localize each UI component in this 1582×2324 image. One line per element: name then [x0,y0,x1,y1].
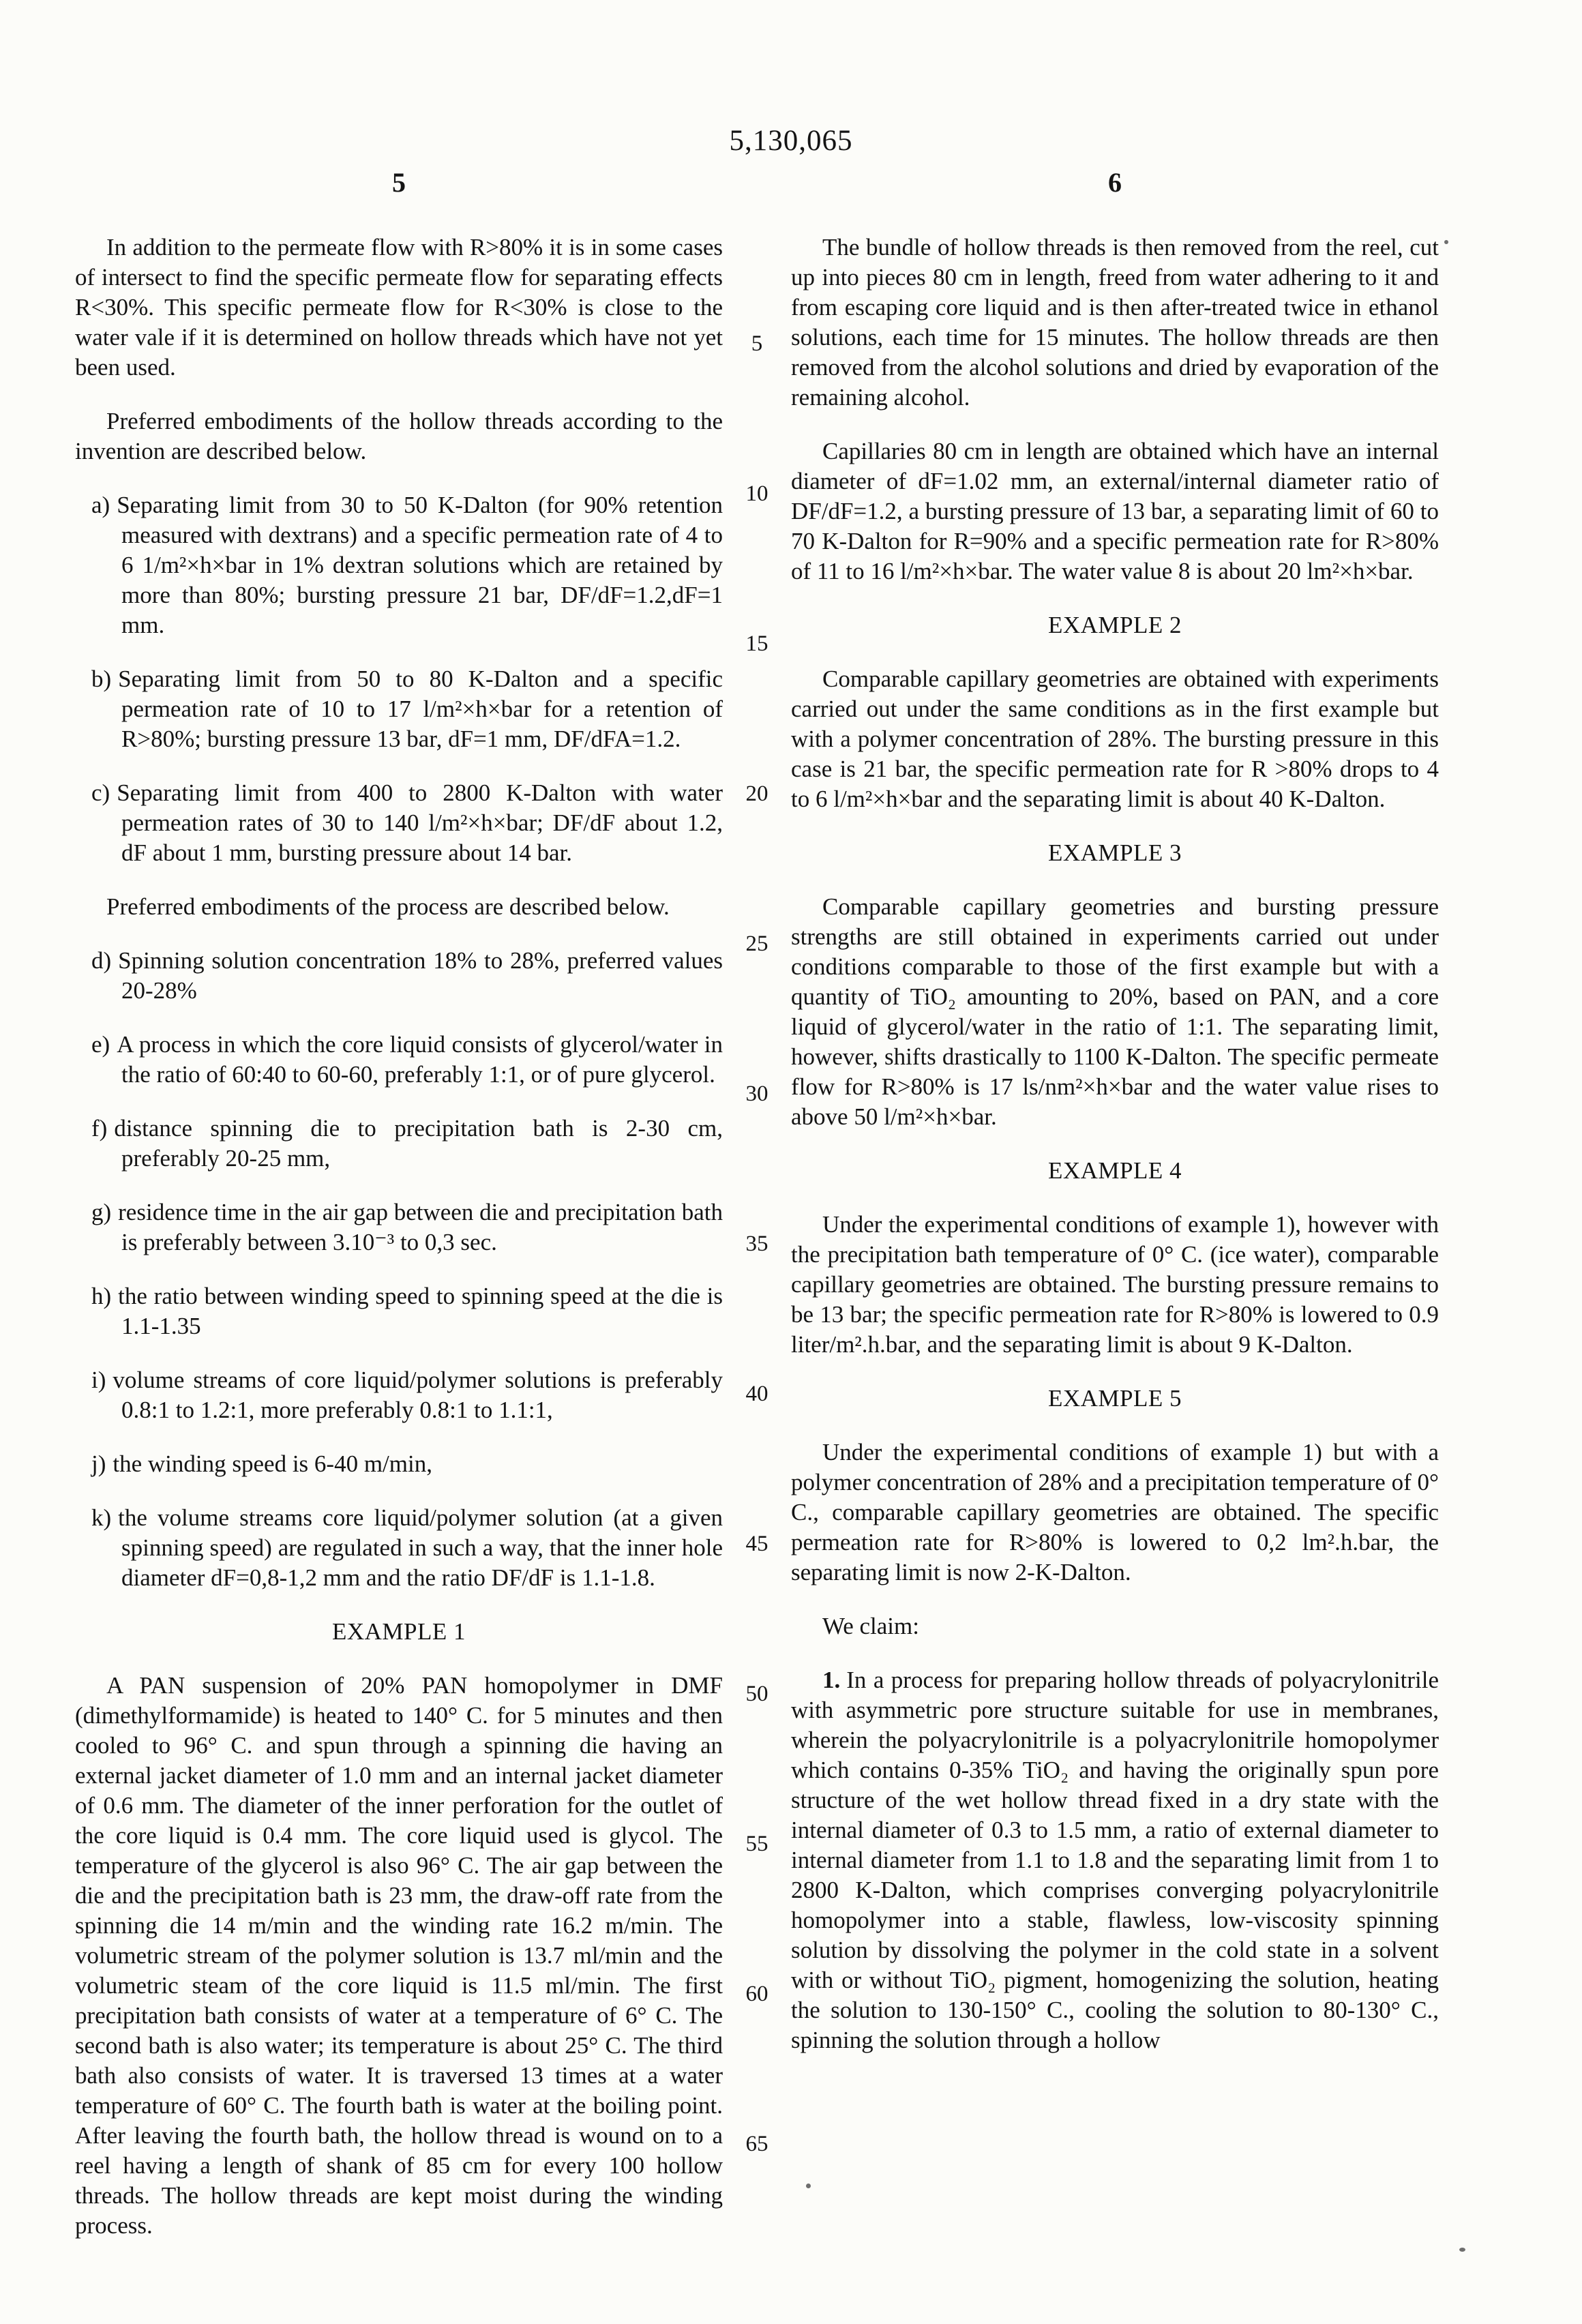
list-item-label: d) [91,947,112,974]
line-number: 45 [745,1532,768,1556]
list-item-label: k) [91,1504,112,1531]
list-item-c [75,778,723,868]
line-number: 50 [745,1682,768,1706]
right-column [791,209,1439,2079]
line-number: 60 [745,1982,768,2006]
left-column-number: 5 [392,167,406,198]
left-column [75,209,723,2265]
example-4-paragraph: Under the experimental conditions of example 1), however with the precipitation bath temperature of 0° C. (ice water), comparable capillary geometries are obtained. The bursting pressure remains to be 13 bar; the specific permeation rate for R>80% is lowered to 0.9 liter/m².h.bar, and the separating limit is about 9 K-Dalton. [791,1211,1439,1358]
line-number: 5 [751,331,763,356]
list-item-text: Spinning solution concentration 18% to 28%, preferred values 20-28% [118,947,723,1004]
scan-speck [1444,240,1448,244]
list-item-text: Separating limit from 50 to 80 K-Dalton and a specific permeation rate of 10 to 17 l/m²×h×bar for a retention of R>80%; bursting pressure 13 bar, dF=1 mm, DF/dFA=1.2. [118,666,723,752]
example-5-heading: EXAMPLE 5 [1047,1385,1182,1412]
line-number: 15 [745,631,768,656]
list-item-a [75,490,723,640]
line-number: 10 [745,481,768,506]
line-number: 30 [745,1082,768,1106]
list-item-text: volume streams of core liquid/polymer solutions is preferably 0.8:1 to 1.2:1, more preferably 0.8:1 to 1.1:1, [113,1367,723,1423]
patent-number: 5,130,065 [729,125,853,157]
list-item-label: e) [91,1031,110,1058]
list-item-label: i) [91,1367,106,1393]
example-3-heading: EXAMPLE 3 [1047,839,1182,866]
list-item-i [75,1365,723,1425]
list-item-f [75,1114,723,1174]
example-3-paragraph: Comparable capillary geometries and bursting pressure strengths are still obtained in experiments carried out under conditions comparable to those of the first example but with a quantity of TiO₂ amounting to 20%, based on PAN, and a core liquid of glycerol/water in the ratio of 1:1. The separating limit, however, shifts drastically to 1100 K-Dalton. The specific permeate flow for R>80% is 17 ls/nm²×h×bar and the water value rises to above 50 l/m²×h×bar. [791,893,1439,1130]
example-4-heading: EXAMPLE 4 [1047,1157,1182,1184]
example-2-paragraph: Comparable capillary geometries are obtained with experiments carried out under the same conditions as in the first example but with a polymer concentration of 28%. The bursting pressure in this case is 21 bar, the specific permeation rate for R >80% drops to 4 to 6 l/m²×h×bar and the separating limit is about 40 K-Dalton. [791,666,1439,812]
line-number-gutter [723,209,791,2241]
threads-intro-paragraph: Preferred embodiments of the hollow threads according to the invention are described below. [75,408,723,464]
line-number: 35 [745,1232,768,1256]
list-item-text: the winding speed is 6-40 m/min, [113,1450,432,1477]
example-5-paragraph: Under the experimental conditions of example 1) but with a polymer concentration of 28% and a precipitation temperature of 0° C., comparable capillary geometries are obtained. The specific permeation rate for R>80% is lowered to 0,2 lm².h.bar, the separating limit is now 2-K-Dalton. [791,1439,1439,1585]
list-item-text: the volume streams core liquid/polymer solution (at a given spinning speed) are regulated in such a way, that the inner hole diameter dF=0,8-1,2 mm and the ratio DF/dF is 1.1-1.8. [118,1504,723,1591]
list-item-d [75,946,723,1006]
scan-speck [806,2184,811,2188]
list-item-h [75,1281,723,1341]
right-column-number: 6 [1108,167,1122,198]
list-item-text: distance spinning die to precipitation bath is 2-30 cm, preferably 20-25 mm, [114,1115,723,1172]
line-number: 40 [745,1382,768,1406]
example-2-heading: EXAMPLE 2 [1047,612,1182,638]
list-item-label: g) [91,1199,112,1225]
list-item-j [75,1449,723,1479]
list-item-text: A process in which the core liquid consists of glycerol/water in the ratio of 60:40 to 60-60, preferably 1:1, or of pure glycerol. [117,1031,723,1088]
list-item-g [75,1197,723,1257]
claim-1-number: 1. [822,1667,841,1693]
list-item-k [75,1503,723,1593]
process-intro-paragraph: Preferred embodiments of the process are described below. [106,893,670,920]
bundle-paragraph: The bundle of hollow threads is then removed from the reel, cut up into pieces 80 cm in length, freed from water adhering to it and from escaping core liquid and is then after-treated twice in ethanol solutions, each time for 15 minutes. The hollow threads are then removed from the alcohol solutions and dried by evaporation of the remaining alcohol. [791,234,1439,411]
list-item-e [75,1030,723,1090]
intro-paragraph: In addition to the permeate flow with R>80% it is in some cases of intersect to find the specific permeate flow for separating effects R<30%. This specific permeate flow for R<30% is close to the water vale if it is determined on hollow threads which have not yet been used. [75,234,723,381]
list-item-label: f) [91,1115,108,1142]
text-body [75,209,1439,2265]
list-item-label: j) [91,1450,106,1477]
claim-1-text: In a process for preparing hollow threads of polyacrylonitrile with asymmetric pore structure suitable for use in membranes, wherein the polyacrylonitrile is a polyacrylonitrile homopolymer which contains 0-35% TiO₂ and having the originally spun pore structure of the wet hollow thread fixed in a dry state with the internal diameter of 0.3 to 1.5 mm, a ratio of external diameter to internal diameter from 1.1 to 1.8 and the separating limit from 1 to 2800 K-Dalton, which comprises converging polyacrylonitrile homopolymer into a stable, flawless, low-viscosity spinning solution by dissolving the polymer in the cold state in a solvent with or without TiO₂ pigment, homogenizing the solution, heating the solution to 130-150° C., cooling the solution to 80-130° C., spinning the solution through a hollow [791,1667,1439,2053]
list-item-b [75,664,723,754]
list-item-label: b) [91,666,112,692]
line-number: 25 [745,932,768,956]
example-1-paragraph: A PAN suspension of 20% PAN homopolymer in DMF (dimethylformamide) is heated to 140° C. for 5 minutes and then cooled to 96° C. and spun through a spinning die having an external jacket diameter of 1.0 mm and an internal jacket diameter of 0.6 mm. The diameter of the inner perforation for the outlet of the core liquid is 0.4 mm. The core liquid used is glycol. The temperature of the glycerol is also 96° C. The air gap between the die and the precipitation bath is 23 mm, the draw-off rate from the spinning die 14 m/min and the winding rate 16.2 m/min. The volumetric stream of the polymer solution is 13.7 ml/min and the volumetric steam of the core liquid is 11.5 ml/min. The first precipitation bath consists of water at a temperature of 6° C. The second bath is also water; its temperature is about 25° C. The third bath also consists of water. It is traversed 13 times at a water temperature of 60° C. The fourth bath is water at the boiling point. After leaving the fourth bath, the hollow thread is wound on to a reel having a length of shank of 85 cm for every 100 hollow threads. The hollow threads are kept moist during the winding process. [75,1672,723,2239]
list-item-text: Separating limit from 400 to 2800 K-Dalton with water permeation rates of 30 to 140 l/m²×h×bar; DF/dF about 1.2, dF about 1 mm, bursting pressure about 14 bar. [117,779,723,866]
capillaries-paragraph: Capillaries 80 cm in length are obtained which have an internal diameter of dF=1.02 mm, an external/internal diameter ratio of DF/dF=1.2, a bursting pressure of 13 bar, a separating limit of 60 to 70 K-Dalton for R=90% and a specific permeation rate for R>80% of 11 to 16 l/m²×h×bar. The water value 8 is about 20 lm²×h×bar. [791,438,1439,584]
list-item-label: a) [91,492,110,518]
list-item-text: residence time in the air gap between die and precipitation bath is preferably between 3.10⁻³ to 0,3 sec. [118,1199,723,1255]
example-1-heading: EXAMPLE 1 [331,1618,466,1645]
list-item-text: the ratio between winding speed to spinning speed at the die is 1.1-1.35 [118,1283,723,1339]
list-item-label: h) [91,1283,112,1309]
line-number: 20 [745,781,768,806]
list-item-label: c) [91,779,110,806]
list-item-text: Separating limit from 30 to 50 K-Dalton (for 90% retention measured with dextrans) and a specific permeation rate of 4 to 6 1/m²×h×bar in 1% dextran solutions which are retained by more than 80%; bursting pressure 21 bar, DF/dF=1.2,dF=1 mm. [117,492,723,638]
line-number: 55 [745,1832,768,1856]
line-number: 65 [745,2132,768,2156]
claim-1 [791,1665,1439,2055]
we-claim-line: We claim: [822,1613,919,1639]
scan-speck [1459,2248,1465,2252]
